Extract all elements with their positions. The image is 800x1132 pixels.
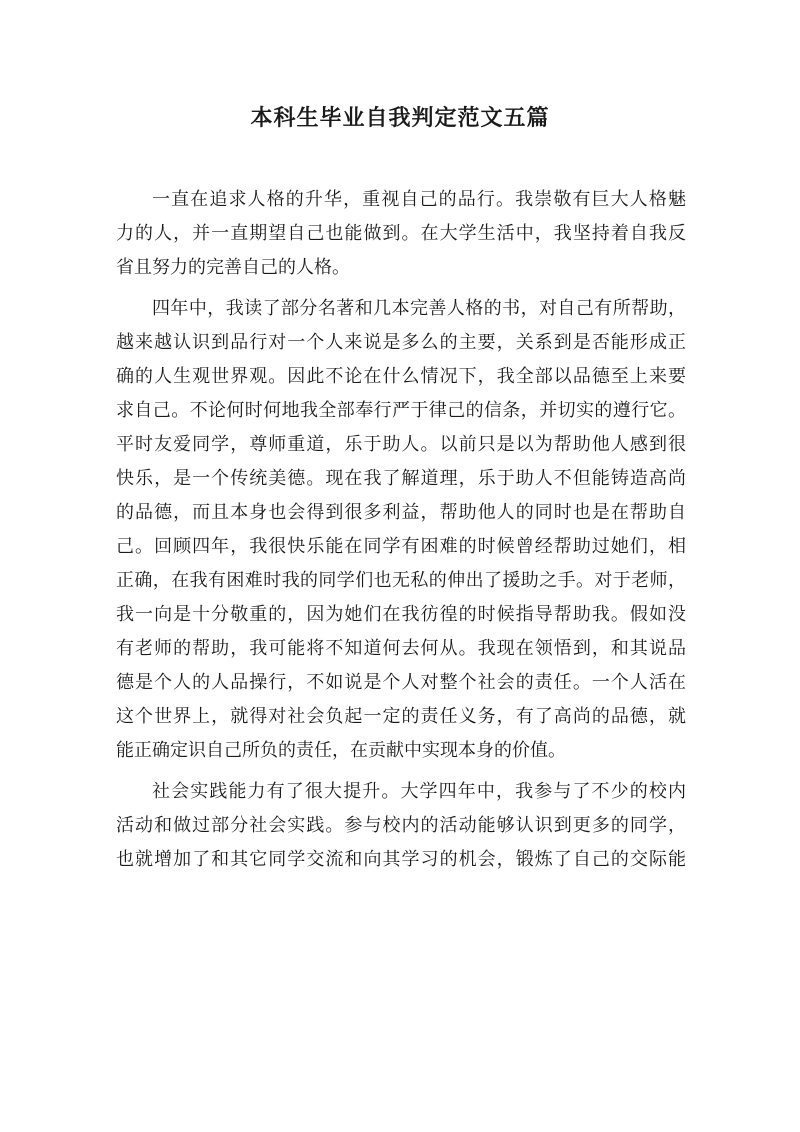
paragraph-2 [116, 292, 686, 768]
text-line: 己。回顾四年，我很快乐能在同学有困难的时候曾经帮助过她们，相 [116, 536, 686, 557]
document-title: 本科生毕业自我判定范文五篇 [250, 105, 550, 131]
paragraph-3 [116, 775, 686, 877]
text-line: 这个世界上，就得对社会负起一定的责任义务，有了高尚的品德，就 [116, 706, 686, 727]
text-line: 越来越认识到品行对一个人来说是多么的主要，关系到是否能形成正 [116, 332, 686, 353]
text-line: 力的人，并一直期望自己也能做到。在大学生活中，我坚持着自我反 [116, 223, 686, 244]
text-line: 确的人生观世界观。因此不论在什么情况下，我全部以品德至上来要 [116, 366, 686, 387]
text-line: 活动和做过部分社会实践。参与校内的活动能够认识到更多的同学， [116, 815, 686, 836]
text-line: 一直在追求人格的升华，重视自己的品行。我崇敬有巨大人格魅 [152, 189, 686, 210]
text-line: 我一向是十分敬重的，因为她们在我彷徨的时候指导帮助我。假如没 [116, 604, 686, 625]
document-body [116, 183, 686, 884]
text-line: 德是个人的人品操行，不如说是个人对整个社会的责任。一个人活在 [116, 672, 686, 693]
text-line: 平时友爱同学，尊师重道，乐于助人。以前只是以为帮助他人感到很 [116, 434, 686, 455]
text-line: 社会实践能力有了很大提升。大学四年中，我参与了不少的校内 [152, 781, 686, 802]
text-line: 求自己。不论何时何地我全部奉行严于律己的信条，并切实的遵行它。 [116, 400, 686, 421]
text-line: 也就增加了和其它同学交流和向其学习的机会，锻炼了自己的交际能 [116, 849, 686, 870]
text-line: 能正确定识自己所负的责任，在贡献中实现本身的价值。 [116, 740, 566, 761]
text-line: 四年中，我读了部分名著和几本完善人格的书，对自己有所帮助， [152, 298, 686, 319]
text-line: 正确，在我有困难时我的同学们也无私的伸出了援助之手。对于老师， [116, 570, 686, 591]
text-line: 有老师的帮助，我可能将不知道何去何从。我现在领悟到，和其说品 [116, 638, 686, 659]
text-line: 省且努力的完善自己的人格。 [116, 257, 350, 278]
text-line: 快乐，是一个传统美德。现在我了解道理，乐于助人不但能铸造高尚 [116, 468, 686, 489]
paragraph-1 [116, 183, 686, 285]
text-line: 的品德，而且本身也会得到很多利益，帮助他人的同时也是在帮助自 [116, 502, 686, 523]
